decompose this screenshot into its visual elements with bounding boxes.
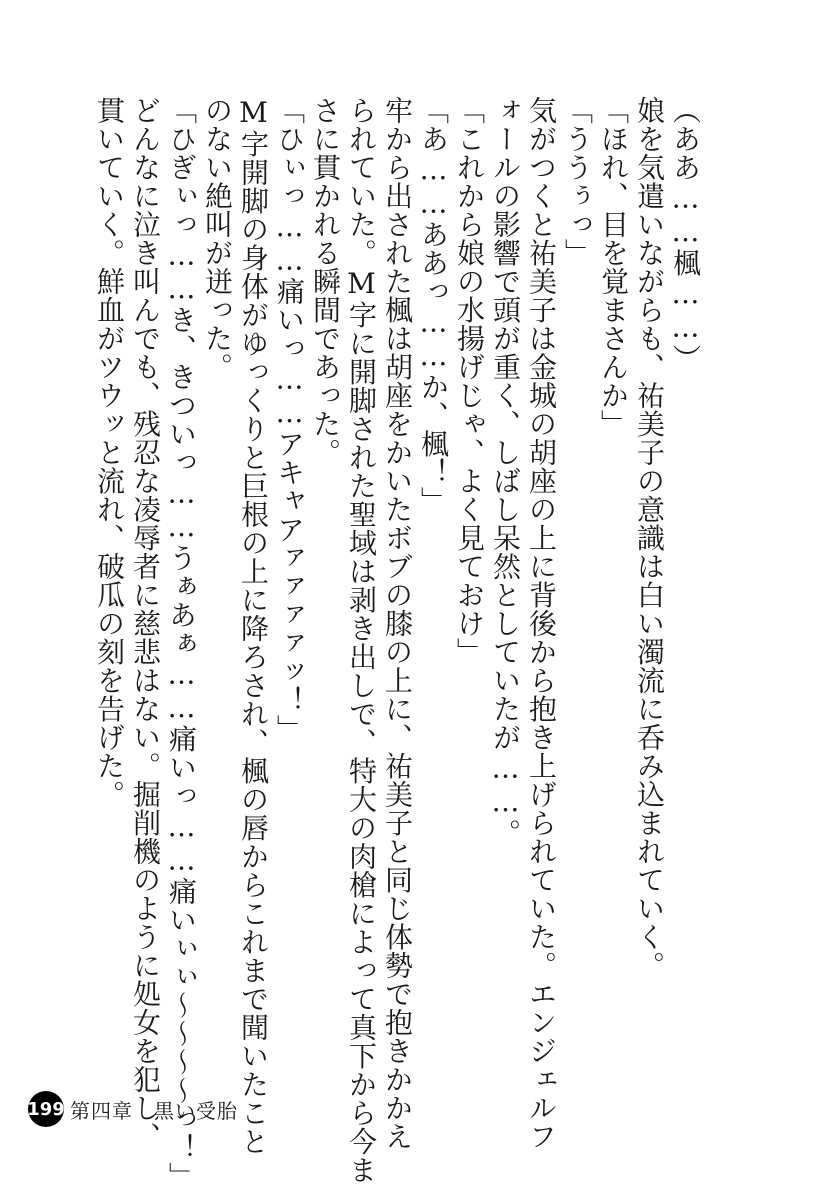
text-line: 「ひぃっ……痛いっ……アキャアァァァァッ！」 — [273, 96, 306, 743]
text-line: 「これから娘の水揚げじゃ、よく見ておけ」 — [453, 96, 486, 666]
text-line: 「ううぅっ」 — [561, 96, 594, 267]
text-line: ォールの影響で頭が重く、しばし呆然としていたが……。 — [489, 96, 522, 847]
text-line: 「ひぎぃっ……き、きついっ……うぁあぁ……痛いっ……痛いぃぃ～～～～っ！」 — [165, 96, 198, 1191]
text-line: どんなに泣き叫んでも、残忍な凌辱者に慈悲はない。掘削機のように処女を犯し、 — [129, 96, 162, 1151]
text-line: 牢から出された楓は胡座をかいたボブの膝の上に、祐美子と同じ体勢で抱きかかえ — [381, 96, 414, 1151]
text-line: さに貫かれる瞬間であった。 — [309, 96, 342, 467]
text-line: 気がつくと祐美子は金城の胡座の上に背後から抱き上げられていた。エンジェルフ — [525, 96, 558, 1151]
text-line: られていた。M字に開脚された聖域は剥き出しで、特大の肉槍によって真下から今ま — [345, 96, 378, 1184]
text-line: のない絶叫が迸った。 — [201, 96, 234, 381]
page-number: 199 — [28, 1091, 64, 1127]
text-line: 「ほれ、目を覚まさんか」 — [597, 96, 630, 438]
text-line: 「あ……ああっ……か、楓！」 — [417, 96, 450, 515]
text-line: （ああ……楓……） — [669, 96, 702, 373]
chapter-title: 第四章 黒い受胎 — [70, 1098, 238, 1123]
text-line: 娘を気遣いながらも、祐美子の意識は白い濁流に呑み込まれていく。 — [633, 96, 666, 980]
text-line: 貫いていく。鮮血がツウッと流れ、破瓜の刻を告げた。 — [93, 96, 126, 809]
page-footer — [28, 1091, 238, 1127]
text-line: M字開脚の身体がゆっくりと巨根の上に降ろされ、楓の唇からこれまで聞いたこと — [237, 96, 270, 1156]
